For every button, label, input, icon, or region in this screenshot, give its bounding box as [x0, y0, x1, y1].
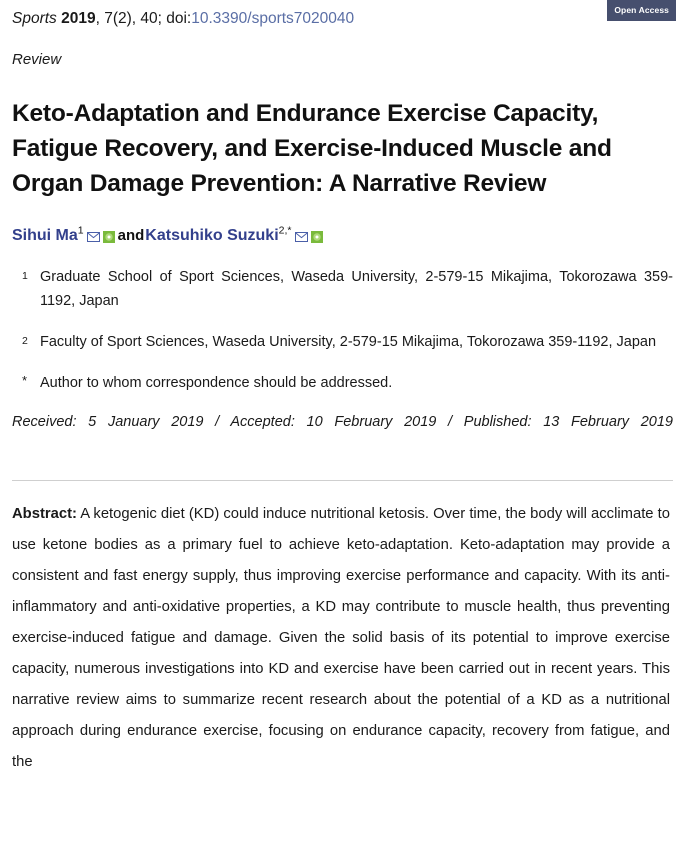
page-title: Keto-Adaptation and Endurance Exercise Capacity, Fatigue Recovery, and Exercise-Induced Muscle and Organ Damage Prevention: A Narrative Review — [12, 100, 612, 197]
abstract-section — [12, 499, 670, 778]
affiliation-text: Faculty of Sport Sciences, Waseda University, 2-579-15 Mikajima, Tokorozawa 359-1192, Japan — [40, 334, 657, 350]
affiliation-marker: 2 — [22, 335, 28, 347]
affiliation-list — [12, 265, 673, 395]
author-conjunction: and — [117, 227, 145, 244]
journal-citation — [12, 9, 354, 29]
doi-link[interactable]: 10.3390/sports7020040 — [191, 10, 355, 27]
publication-dates: Received: 5 January 2019 / Accepted: 10 February 2019 / Published: 13 February 2019 — [12, 414, 673, 430]
envelope-icon[interactable] — [87, 227, 100, 237]
article-type-label: Review — [12, 51, 62, 68]
citation-row — [12, 0, 673, 29]
journal-name: Sports — [12, 10, 57, 27]
affiliation-item — [12, 265, 673, 313]
author-link-first[interactable]: Sihui Ma — [12, 227, 78, 244]
affiliation-marker: 1 — [22, 270, 28, 282]
abstract-label: Abstract: — [12, 506, 77, 522]
journal-volume-issue: , 7(2), 40; doi: — [95, 10, 192, 27]
correspondence-note — [12, 371, 673, 395]
orcid-icon[interactable] — [103, 228, 115, 240]
author-link-second[interactable]: Katsuhiko Suzuki — [145, 227, 279, 244]
open-access-badge[interactable]: Open Access — [607, 0, 676, 21]
affiliation-item — [12, 330, 673, 354]
envelope-icon[interactable] — [295, 227, 308, 237]
author-affil-sup-second: 2,* — [278, 224, 292, 237]
correspondence-text: Author to whom correspondence should be addressed. — [40, 375, 393, 391]
abstract-text: A ketogenic diet (KD) could induce nutritional ketosis. Over time, the body will acclimate to use ketone bodies as a primary fuel to achieve keto-adaptation. Keto-adaptation may provide a consistent and fast energy supply, thus improving exercise performance and capacity. With its anti-inflammatory and anti-oxidative properties, a KD may contribute to muscle health, thus preventing exercise-induced fatigue and damage. Given the solid basis of its potential to improve exercise capacity, numerous investigations into KD and exercise have been carried out in recent years. This narrative review aims to summarize recent research about the potential of a KD as a nutritional approach during endurance exercise, focusing on endurance capacity, recovery from fatigue, and the — [12, 506, 670, 770]
section-divider — [12, 480, 673, 481]
journal-year: 2019 — [61, 10, 96, 27]
correspondence-marker: * — [22, 373, 28, 388]
author-list — [12, 225, 673, 247]
orcid-icon[interactable] — [311, 228, 323, 240]
author-affil-sup-first: 1 — [77, 224, 84, 237]
affiliation-text: Graduate School of Sport Sciences, Waseda University, 2-579-15 Mikajima, Tokorozawa 359-1192, Japan — [40, 269, 673, 309]
